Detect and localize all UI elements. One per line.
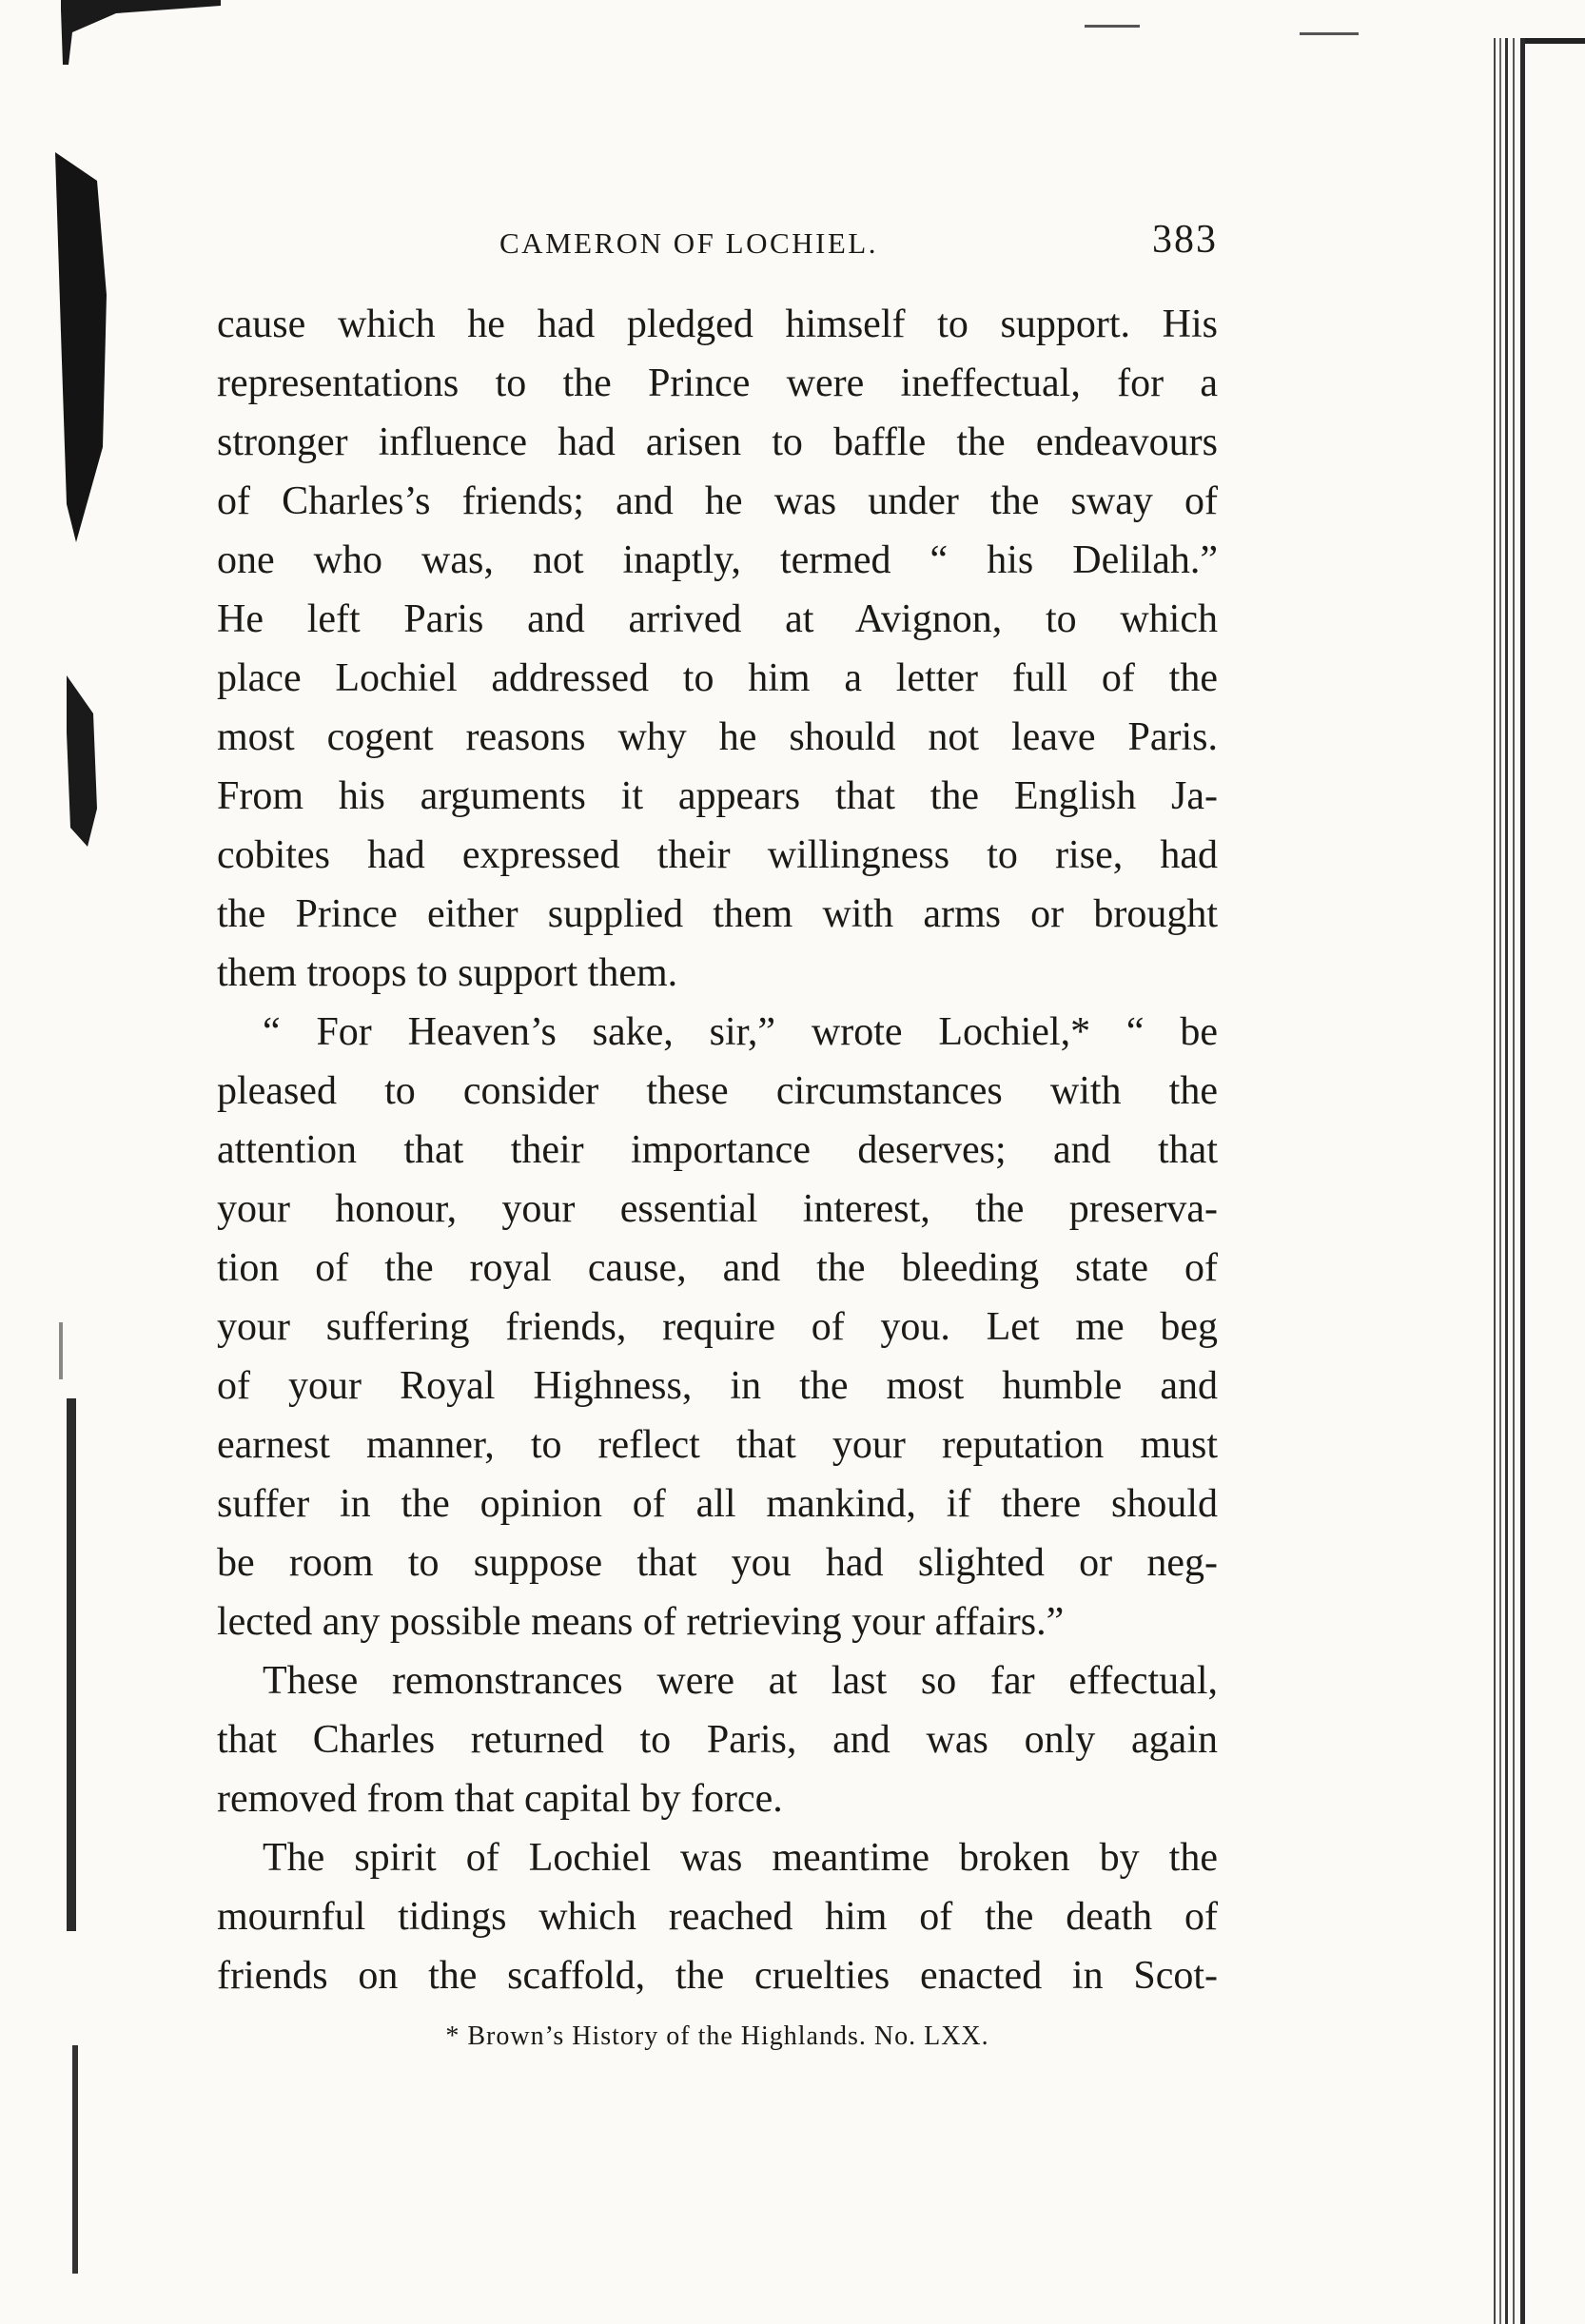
text-line: From his arguments it appears that the English Ja- bbox=[217, 774, 1218, 818]
text-line: The spirit of Lochiel was meantime broken by the bbox=[263, 1836, 1218, 1880]
text-line: be room to suppose that you had slighted or neg- bbox=[217, 1541, 1218, 1585]
text-line: that Charles returned to Paris, and was only again bbox=[217, 1718, 1218, 1762]
text-line: pleased to consider these circumstances with the bbox=[217, 1069, 1218, 1113]
text-line: These remonstrances were at last so far effectual, bbox=[263, 1659, 1218, 1703]
text-line: attention that their importance deserves; and that bbox=[217, 1128, 1218, 1172]
text-line: mournful tidings which reached him of the death of bbox=[217, 1895, 1218, 1939]
text-line: of your Royal Highness, in the most humble and bbox=[217, 1364, 1218, 1408]
text-line: cobites had expressed their willingness to rise, had bbox=[217, 833, 1218, 877]
text-line: one who was, not inaptly, termed “ his Delilah.” bbox=[217, 538, 1218, 582]
running-title: CAMERON OF LOCHIEL. bbox=[499, 226, 878, 260]
page-number: 383 bbox=[1152, 218, 1218, 262]
text-line: the Prince either supplied them with arms or brought bbox=[217, 892, 1218, 936]
text-line: friends on the scaffold, the cruelties enacted in Scot- bbox=[217, 1954, 1218, 1998]
scan-mark bbox=[1085, 25, 1140, 28]
scan-corner-mark bbox=[59, 0, 221, 67]
text-line: He left Paris and arrived at Avignon, to which bbox=[217, 597, 1218, 641]
text-line: “ For Heaven’s sake, sir,” wrote Lochiel,* “ be bbox=[263, 1010, 1218, 1054]
text-line: representations to the Prince were ineffectual, for a bbox=[217, 361, 1218, 405]
text-line: stronger influence had arisen to baffle the endeavours bbox=[217, 420, 1218, 464]
text-line: cause which he had pledged himself to support. His bbox=[217, 303, 1218, 346]
scan-mark bbox=[1300, 32, 1359, 35]
scan-page-edge bbox=[1492, 38, 1585, 2324]
text-line: suffer in the opinion of all mankind, if there should bbox=[217, 1482, 1218, 1526]
scan-binding-shadow bbox=[38, 143, 143, 2293]
page-header bbox=[214, 217, 1218, 274]
text-line: lected any possible means of retrieving your affairs.” bbox=[217, 1600, 1065, 1644]
text-line: them troops to support them. bbox=[217, 951, 678, 995]
text-line: your honour, your essential interest, the preserva- bbox=[217, 1187, 1218, 1231]
body-text bbox=[217, 295, 1218, 2005]
text-line: removed from that capital by force. bbox=[217, 1777, 783, 1821]
text-line: tion of the royal cause, and the bleeding state of bbox=[217, 1246, 1218, 1290]
text-line: your suffering friends, require of you. Let me beg bbox=[217, 1305, 1218, 1349]
text-line: earnest manner, to reflect that your reputation must bbox=[217, 1423, 1218, 1467]
text-line: place Lochiel addressed to him a letter full of the bbox=[217, 656, 1218, 700]
text-line: of Charles’s friends; and he was under the sway of bbox=[217, 479, 1218, 523]
footnote: * Brown’s History of the Highlands. No. LXX. bbox=[445, 2021, 989, 2051]
text-line: most cogent reasons why he should not leave Paris. bbox=[217, 715, 1218, 759]
